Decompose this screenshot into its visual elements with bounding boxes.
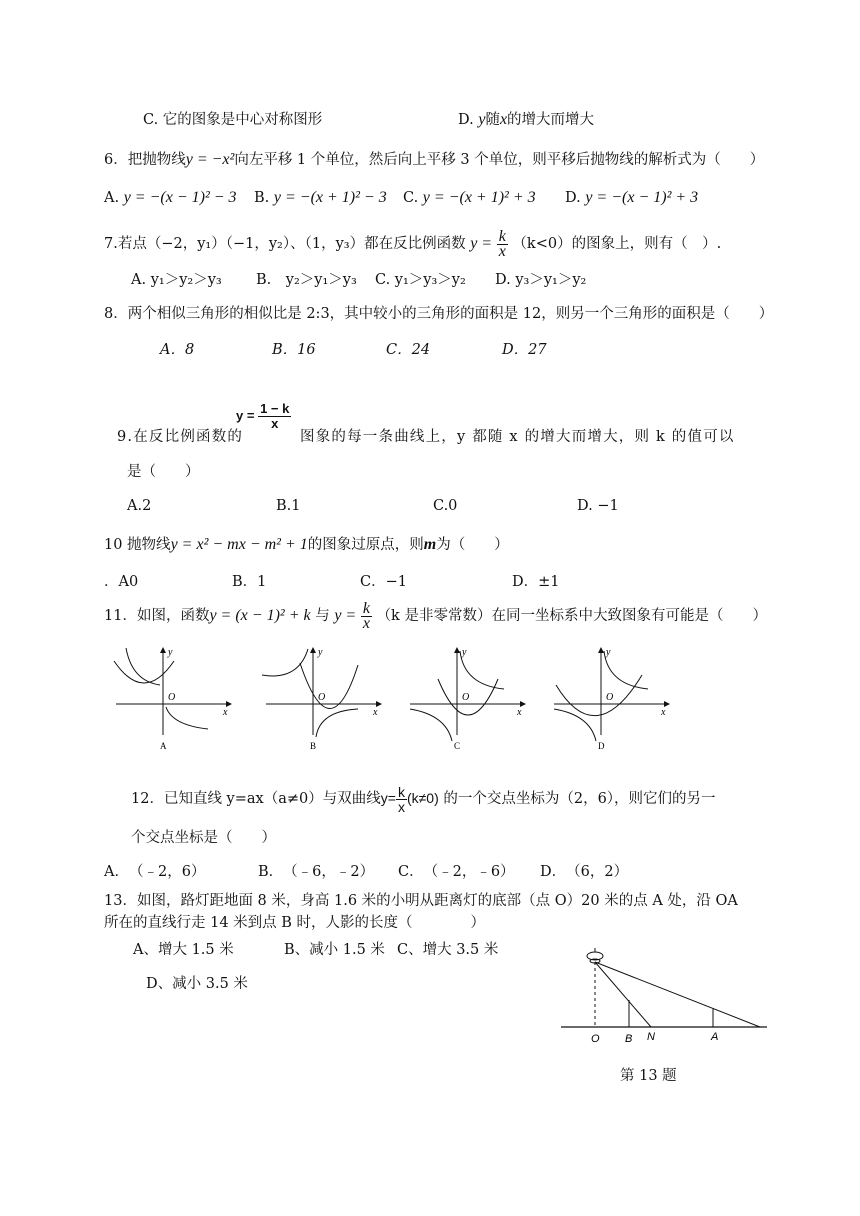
q12-option-b: B． （﹣6，﹣2） — [258, 864, 375, 880]
q7-fraction-den: x — [498, 242, 506, 260]
q12-option-c: C． （﹣2，﹣6） — [398, 864, 515, 880]
q11-graph-c-x-label: x — [517, 707, 522, 718]
q6-stem-pre: 6．把抛物线 — [104, 152, 186, 168]
q6-option-b-label: B. — [254, 190, 270, 206]
q7-fraction — [497, 227, 508, 260]
q5-option-c: C. 它的图象是中心对称图形 — [143, 112, 323, 128]
q6-option-d — [565, 189, 698, 207]
q12-func-y: y= — [380, 790, 396, 806]
q13-stem-line2: 所在的直线行走 14 米到点 B 时，人影的长度（ ） — [104, 915, 486, 931]
q9-stem-pre: 9.在反比例函数的 — [117, 429, 244, 445]
q8-option-c: C．24 — [386, 342, 431, 358]
q6-option-a-label: A. — [104, 190, 120, 206]
q11-fraction — [361, 599, 372, 632]
q11-graph-d-x-label: x — [661, 707, 666, 718]
q8-option-b: B．16 — [272, 342, 316, 358]
q11-fraction-den: x — [362, 614, 370, 632]
q13-label-n: N — [647, 1031, 655, 1043]
q13-option-a: A、增大 1.5 米 — [133, 942, 234, 958]
q11-graph-d-origin: O — [606, 692, 614, 703]
q11-graph-d-y-label: y — [606, 647, 611, 658]
q6-option-d-label: D. — [565, 190, 581, 206]
q11-fraction-num: k — [362, 599, 370, 617]
q5-option-d-post: 的增大而增大 — [507, 112, 595, 128]
q11-stem-pre: 11．如图，函数 — [104, 608, 210, 624]
q9-func-y: y = — [236, 408, 255, 423]
q11-stem-post: （k 是非零常数）在同一坐标系中大致图象有可能是（ ） — [376, 608, 767, 624]
q13-option-c: C、增大 3.5 米 — [397, 942, 499, 958]
q6-option-b-formula: y = −(x + 1)² − 3 — [273, 189, 387, 206]
q10-stem — [104, 536, 509, 554]
q7-stem-pre: 7.若点（−2，y₁）（−1，y₂）、（1，y₃）都在反比例函数 — [104, 236, 466, 252]
q7-option-c: C. y₁＞y₃＞y₂ — [375, 272, 466, 288]
q13-option-d: D、减小 3.5 米 — [146, 976, 248, 992]
q13-stem-line1: 13．如图，路灯距地面 8 米，身高 1.6 米的小明从距离灯的底部（点 O）20 米的点 A 处，沿 OA — [104, 893, 738, 909]
q11-stem-and: 与 — [315, 608, 330, 624]
q8-option-d: D．27 — [502, 342, 547, 358]
q7-option-a: A. y₁＞y₂＞y₃ — [131, 272, 222, 288]
q5-option-d-y: y — [478, 111, 486, 128]
q10-option-c: C．−1 — [360, 574, 407, 590]
q12-func-cond: (k≠0) — [406, 790, 439, 806]
q11-graph-a-y-label: y — [168, 647, 173, 658]
q5-option-d-x: x — [499, 111, 508, 128]
q10-stem-pre: 10 抛物线 — [104, 537, 171, 553]
q13-figure — [555, 940, 770, 1055]
q12-stem — [131, 780, 716, 817]
q10-option-b: B．1 — [232, 574, 267, 590]
q10-stem-post: 为（ ） — [436, 537, 509, 553]
q9-formula-image — [236, 398, 291, 434]
q13-option-b: B、减小 1.5 米 — [284, 942, 385, 958]
q8-stem: 8．两个相似三角形的相似比是 2:3，其中较小的三角形的面积是 12，则另一个三角形的面积是（ ） — [104, 306, 774, 322]
q11-graph-c-origin: O — [462, 692, 470, 703]
q10-option-a: ．A0 — [104, 574, 139, 590]
q9-option-b: B.1 — [276, 498, 301, 514]
q13-caption: 第 13 题 — [620, 1068, 677, 1084]
q6-stem — [104, 151, 764, 169]
q12-stem-post: 的一个交点坐标为（2，6），则它们的另一 — [443, 791, 716, 807]
q13-label-a: A — [711, 1031, 719, 1043]
q6-option-a-formula: y = −(x − 1)² − 3 — [123, 189, 237, 206]
q13-label-o: O — [591, 1033, 600, 1045]
q11-graph-b — [258, 645, 382, 753]
q8-option-a: A．8 — [160, 342, 195, 358]
q6-option-c — [403, 189, 536, 207]
q9-option-d: D. −1 — [577, 498, 619, 514]
q10-option-d: D．±1 — [512, 574, 560, 590]
lamp-icon — [587, 948, 603, 963]
q9-fraction-den: x — [271, 416, 279, 432]
q10-stem-formula: y = x² − mx − m² + 1 — [170, 536, 308, 553]
q12-stem-pre: 12．已知直线 y=ax（a≠0）与双曲线 — [131, 791, 381, 807]
q7-stem — [104, 226, 721, 262]
q7-func-y: y = — [470, 235, 493, 252]
q9-stem-post: 图象的每一条曲线上，y 都随 x 的增大而增大，则 k 的值可以 — [300, 429, 735, 445]
q11-graph-d — [546, 645, 670, 753]
q12-stem-line2: 个交点坐标是（ ） — [131, 830, 276, 846]
q6-option-c-label: C. — [403, 190, 419, 206]
q9-fraction — [258, 402, 291, 431]
q9-option-a: A.2 — [127, 498, 152, 514]
q12-option-a: A． （﹣2，6） — [104, 864, 206, 880]
q11-stem-formula1: y = (x − 1)² + k — [209, 607, 311, 624]
q11-graph-c-y-label: y — [462, 647, 467, 658]
q6-option-b — [254, 189, 387, 207]
q9-stem-line2: 是（ ） — [127, 464, 200, 480]
q6-stem-formula: y = −x² — [185, 151, 235, 168]
q11-graph-a — [108, 645, 232, 753]
q12-fraction-num: k — [397, 783, 405, 800]
q11-graph-c — [402, 645, 526, 753]
q11-func-y: y = — [334, 607, 357, 624]
q11-stem — [104, 598, 767, 634]
q11-graph-b-y-label: y — [318, 647, 323, 658]
q11-graph-a-origin: O — [168, 692, 176, 703]
q11-graph-d-caption: D — [598, 741, 605, 751]
q7-fraction-num: k — [498, 227, 506, 245]
q7-option-d: D. y₃＞y₁＞y₂ — [495, 272, 587, 288]
q6-option-d-formula: y = −(x − 1)² + 3 — [585, 189, 699, 206]
q5-option-d-label: D. — [458, 112, 474, 128]
q11-graph-a-caption: A — [160, 741, 167, 751]
q9-option-c: C.0 — [433, 498, 458, 514]
q5-option-d-mid: 随 — [485, 112, 500, 128]
q5-option-d — [458, 111, 594, 129]
q13-label-b: B — [625, 1033, 633, 1045]
q11-graph-a-x-label: x — [223, 707, 228, 718]
q6-option-c-formula: y = −(x + 1)² + 3 — [422, 189, 536, 206]
q11-graph-c-caption: C — [454, 741, 461, 751]
q11-graph-b-origin: O — [318, 692, 326, 703]
q10-stem-var: m — [423, 536, 437, 553]
q12-fraction-den: x — [397, 798, 405, 815]
q10-stem-mid: 的图象过原点，则 — [307, 537, 424, 553]
q11-graph-b-x-label: x — [373, 707, 378, 718]
q11-graph-b-caption: B — [310, 741, 317, 751]
q7-stem-post: （k<0）的图象上，则有（ ）. — [512, 236, 722, 252]
q12-fraction — [396, 785, 407, 814]
q9-fraction-num: 1 − k — [260, 401, 290, 417]
q7-option-b: B. y₂＞y₁＞y₃ — [256, 272, 357, 288]
q6-option-a — [104, 189, 237, 207]
q6-stem-post: 向左平移 1 个单位，然后向上平移 3 个单位，则平移后抛物线的解析式为（ ） — [234, 152, 765, 168]
q12-option-d: D． （6，2） — [540, 864, 629, 880]
